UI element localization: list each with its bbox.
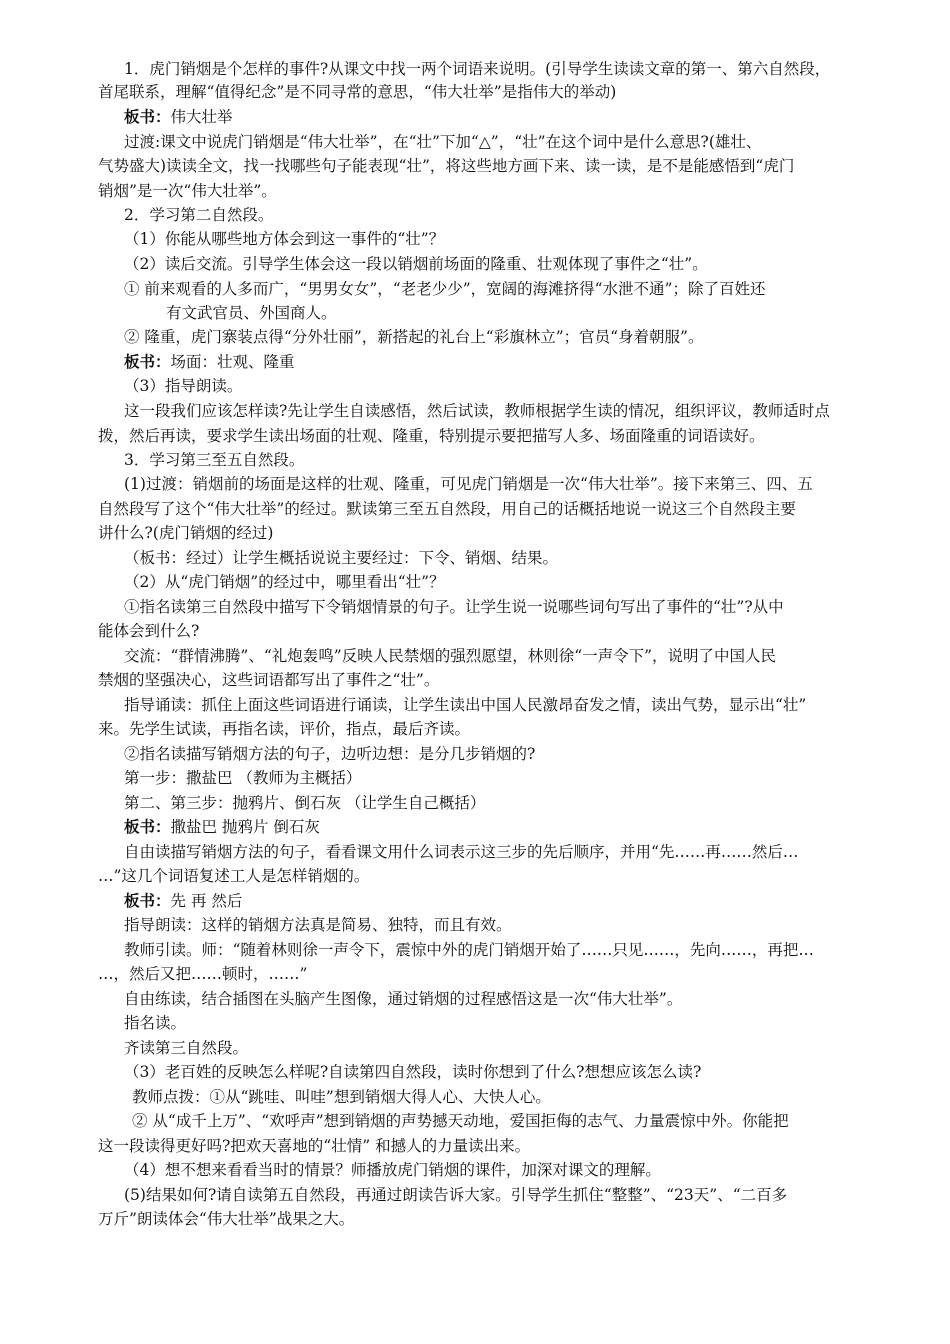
board-label: 板书： [124,891,171,910]
text-line: 能体会到什么? [98,622,200,640]
text-line: 自然段写了这个“伟大壮举”的经过。默读第三至五自然段，用自己的话概括地说一说这三个自然段主要 [98,500,796,518]
text-line: 这一段我们应该怎样读?先让学生自读感悟，然后试读，教师根据学生读的情况，组织评议，教师适时点 [124,402,830,420]
text-line: （3）老百姓的反映怎么样呢?自读第四自然段，读时你想到了什么?想想应该怎么读? [124,1063,702,1081]
text-line: 首尾联系，理解“值得纪念”是不同寻常的意思，“伟大壮举”是指伟大的举动) [98,83,617,101]
text-line: 万斤”朗读体会“伟大壮举”战果之大。 [98,1210,355,1228]
text-line: …”这几个词语复述工人是怎样销烟的。 [98,867,370,885]
text-line: 指导诵读：抓住上面这些词语进行诵读，让学生读出中国人民激昂奋发之情，读出气势，显示出“壮” [124,696,807,714]
text-line: ② 隆重，虎门寨装点得“分外壮丽”，新搭起的礼台上“彩旗林立”；官员“身着朝服”。 [124,328,704,346]
section-heading: 3．学习第三至五自然段。 [124,451,305,469]
text-line: 气势盛大)读读全文，找一找哪些句子能表现“壮”，将这些地方画下来、读一读，是不是能感悟到“虎门 [98,157,795,175]
text-line: 自由读描写销烟方法的句子，看看课文用什么词表示这三步的先后顺序，并用“先……再……然后… [124,843,799,861]
text-line: 有文武官员、外国商人。 [166,304,337,322]
text-line: 禁烟的坚强决心，这些词语都写出了事件之“壮”。 [98,671,440,689]
text-line: 第二、第三步：抛鸦片、倒石灰 （让学生自己概括） [124,794,486,812]
board-text: 先 再 然后 [170,892,243,910]
text-line: （2）读后交流。引导学生体会这一段以销烟前场面的隆重、壮观体现了事件之“壮”。 [124,255,708,273]
text-line: 教师引读。师：“随着林则徐一声令下，震惊中外的虎门销烟开始了……只见……，先向……，再把… [124,941,814,959]
text-line: （板书：经过）让学生概括说说主要经过：下令、销烟、结果。 [124,549,559,567]
text-line: 来。先学生试读，再指名读，评价，指点，最后齐读。 [98,720,471,738]
text-line: ② 从“成千上万”、“欢呼声”想到销烟的声势撼天动地，爱国拒侮的志气、力量震惊中外。你能把 [132,1112,789,1130]
board-text: 撒盐巴 抛鸦片 倒石灰 [170,818,320,836]
board-note [124,816,320,838]
board-label: 板书： [124,817,171,836]
text-line: 教师点拨：①从“跳哇、叫哇”想到销烟大得人心、大快人心。 [132,1088,551,1106]
text-line: …，然后又把……顿时，……” [98,965,308,983]
board-note [124,890,242,912]
text-line: 交流：“群情沸腾”、“礼炮轰鸣”反映人民禁烟的强烈愿望，林则徐“一声令下”，说明了中国人民 [124,647,777,665]
board-text: 场面：壮观、隆重 [170,353,295,371]
section-heading: 2．学习第二自然段。 [124,206,274,224]
text-line: 自由练读，结合插图在头脑产生图像，通过销烟的过程感悟这是一次“伟大壮举”。 [124,990,683,1008]
text-line: （4）想不想来看看当时的情景？师播放虎门销烟的课件，加深对课文的理解。 [124,1161,661,1179]
text-line: (5)结果如何?请自读第五自然段，再通过朗读告诉大家。引导学生抓住“整整”、“23天”、“二百多 [124,1186,788,1204]
board-note [124,106,233,128]
board-label: 板书： [124,107,171,126]
text-line: 销烟”是一次“伟大壮举”。 [98,182,277,200]
text-line: 齐读第三自然段。 [124,1039,249,1057]
text-line: 拨，然后再读，要求学生读出场面的壮观、隆重，特别提示要把描写人多、场面隆重的词语读好。 [98,427,765,445]
text-line: ①指名读第三自然段中描写下令销烟情景的句子。让学生说一说哪些词句写出了事件的“壮”?从中 [124,598,784,616]
text-line: 指名读。 [124,1014,187,1032]
board-label: 板书： [124,352,171,371]
text-line: 过渡:课文中说虎门销烟是“伟大壮举”，在“壮”下加“△”，“壮”在这个词中是什么意思?(雄壮、 [124,133,762,151]
text-line: （1）你能从哪些地方体会到这一事件的“壮”？ [124,230,445,248]
text-line: ②指名读描写销烟方法的句子，边听边想：是分几步销烟的? [124,745,536,763]
text-line: 第一步：撒盐巴 （教师为主概括） [124,769,362,787]
text-line: 这一段读得更好吗?把欢天喜地的“壮情” 和撼人的力量读出来。 [98,1137,531,1155]
text-line: ① 前来观看的人多而广，“男男女女”，“老老少少”，宽阔的海滩挤得“水泄不通”；除了百姓还 [124,280,766,298]
text-line: （3）指导朗读。 [124,377,243,395]
text-line: 讲什么?(虎门销烟的经过) [98,524,274,542]
text-line: 1．虎门销烟是个怎样的事件?从课文中找一两个词语来说明。(引导学生读读文章的第一、第六自然段， [124,60,831,78]
text-line: 指导朗读：这样的销烟方法真是简易、独特，而且有效。 [124,916,512,934]
board-note [124,351,295,373]
text-line: (1)过渡：销烟前的场面是这样的壮观、隆重，可见虎门销烟是一次“伟大壮举”。接下来第三、四、五 [124,475,813,493]
text-line: （2）从“虎门销烟”的经过中，哪里看出“壮”？ [124,573,445,591]
board-text: 伟大壮举 [170,108,233,126]
